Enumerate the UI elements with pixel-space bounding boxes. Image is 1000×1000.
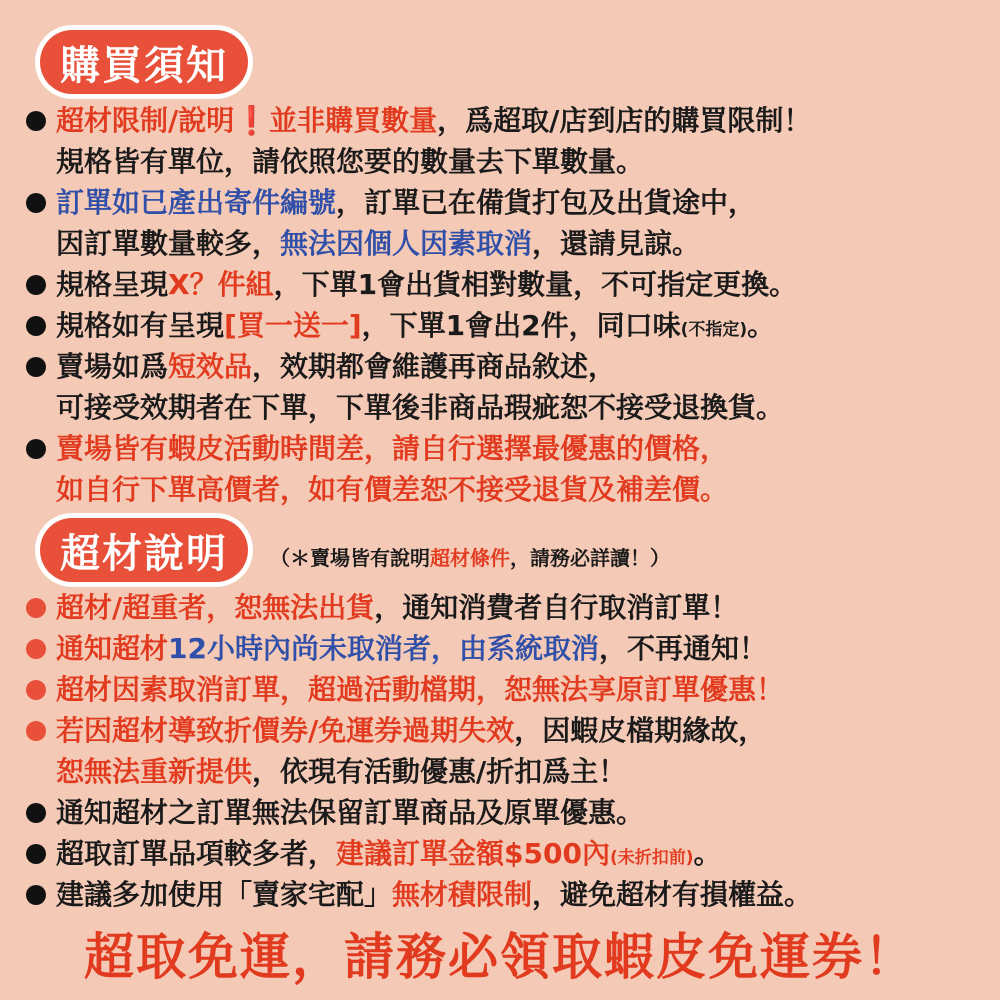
text-span: ，效期都會維護再商品敘述， [252,350,617,383]
bullet-icon [26,193,46,213]
bullet-icon [26,598,46,618]
list-item [24,874,990,915]
bullet-icon [26,885,46,905]
text-span: 無材積限制 [392,878,533,911]
list-item [24,792,990,833]
list-item [24,628,990,669]
list-item [24,428,990,469]
text-span: 建議多加使用「賣家宅配」 [56,878,393,911]
text-span: 若因超材導致折價券/免運券過期失效 [56,714,515,747]
list-item [24,833,990,874]
text-span: 並非購買數量 [269,104,438,137]
list-item [24,587,990,628]
text-span: 超材限制/說明 [56,104,235,137]
text-span: 訂單如已產出寄件編號 [56,186,337,219]
text-span: ，請務必詳讀！） [510,546,670,570]
bullet-icon [26,316,46,336]
bullet-icon [26,844,46,864]
header-title: 超材說明 [60,530,228,577]
bullet-icon [26,721,46,741]
list-item [24,346,990,387]
header-badge-purchase-notes [40,30,248,94]
text-span: 。 [693,837,722,870]
bullet-icon [26,439,46,459]
header-title: 購買須知 [60,42,228,89]
text-span: 無法因個人因素取消 [280,227,533,260]
list-item-continuation [24,223,990,264]
text-span: ，爲超取/店到店的購買限制！ [437,104,812,137]
text-span: 超取訂單品項較多者， [56,837,337,870]
bullet-icon [26,803,46,823]
list-item [24,100,990,141]
bullet-icon [26,639,46,659]
list-item [24,710,990,751]
text-span: 12小時內尚未取消者，由系統取消 [168,632,599,665]
text-span: 超材條件 [430,546,510,570]
bullet-icon [26,275,46,295]
text-span: ，訂單已在備貨打包及出貨途中， [336,186,757,219]
text-span: ，下單1會出2件，同口味 [361,309,681,342]
list-item-continuation [24,141,990,182]
header-badge-oversize-notes [40,518,248,582]
text-span: 因訂單數量較多， [56,227,281,260]
bullet-icon [26,680,46,700]
text-span: (不指定) [680,320,748,340]
text-span: 規格呈現 [56,268,169,301]
text-span: 超材因素取消訂單，超過活動檔期，恕無法享原訂單優惠！ [56,673,785,706]
text-span: 規格如有呈現 [56,309,225,342]
text-span: 賣場如爲 [56,350,169,383]
text-span: ，避免超材有損權益。 [532,878,813,911]
list-item [24,669,990,710]
text-span: 可接受效期者在下單，下單後非商品瑕疵恕不接受退換貨。 [56,391,785,424]
text-span: 短效品 [168,350,253,383]
list-item-continuation [24,469,990,510]
oversize-notes-section [24,587,990,915]
text-span: 建議訂單金額$500內 [336,837,610,870]
text-span: 恕無法重新提供 [56,755,253,788]
text-span: 通知超材之訂單無法保留訂單商品及原單優惠。 [56,796,645,829]
text-span: （＊賣場皆有說明 [270,546,430,570]
text-span: ，因蝦皮檔期緣故， [514,714,767,747]
text-span: X？件組 [168,268,274,301]
text-span: 。 [747,309,776,342]
text-span: ，通知消費者自行取消訂單！ [374,591,739,624]
text-span: ，不再通知！ [598,632,767,665]
exclamation-icon: ❗ [234,104,270,137]
text-span: ，下單1會出貨相對數量，不可指定更換。 [273,268,798,301]
list-item-continuation [24,387,990,428]
footer-banner: 超取免運，請務必領取蝦皮免運券！ [84,928,916,986]
text-span: 如自行下單高價者，如有價差恕不接受退貨及補差價。 [56,473,729,506]
bullet-icon [26,357,46,377]
text-span: ，還請見諒。 [532,227,701,260]
list-item-continuation [24,751,990,792]
purchase-notes-section [24,100,990,510]
text-span: (未折扣前) [609,848,694,868]
text-span: 通知超材 [56,632,169,665]
list-item [24,305,990,346]
bullet-icon [26,111,46,131]
text-span: [買一送一] [224,309,362,342]
text-span: 規格皆有單位，請依照您要的數量去下單數量。 [56,145,645,178]
oversize-note [270,538,670,578]
text-span: 超材/超重者，恕無法出貨 [56,591,375,624]
text-span: 賣場皆有蝦皮活動時間差，請自行選擇最優惠的價格， [56,432,729,465]
text-span: ，依現有活動優惠/折扣爲主！ [252,755,627,788]
list-item [24,182,990,223]
list-item [24,264,990,305]
